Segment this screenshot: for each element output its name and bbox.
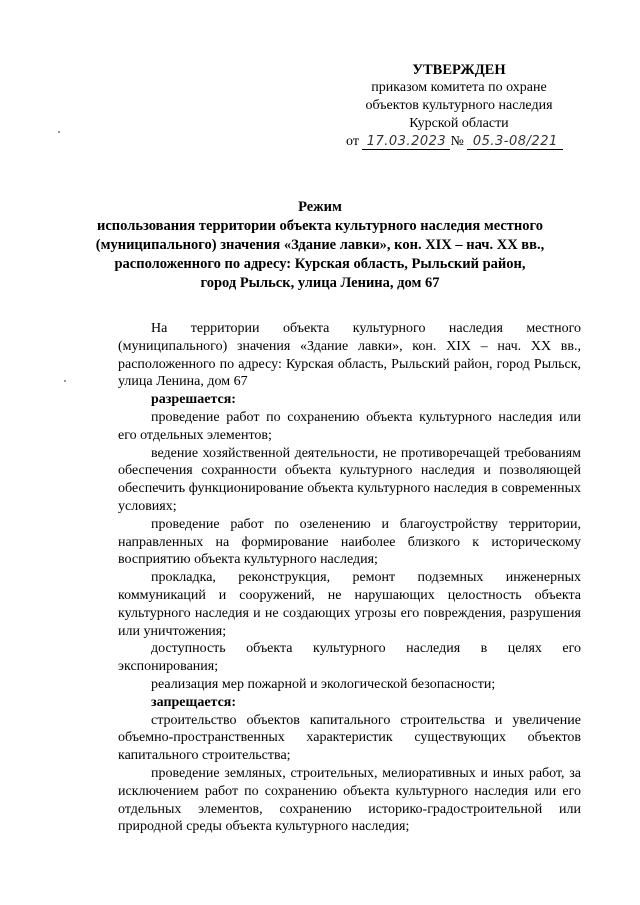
document-body bbox=[118, 320, 581, 836]
title-line-4: расположенного по адресу: Курская область, Рыльский район, bbox=[114, 256, 526, 272]
allowed-item: проведение работ по озеленению и благоустройству территории, направленных на формирование наиболее близкого к историческому восприятию объекта культурного наследия; bbox=[118, 516, 581, 568]
number-prefix: № bbox=[450, 134, 464, 149]
approval-line-3: Курской области bbox=[409, 116, 509, 131]
prohibited-item: проведение земляных, строительных, мелиоративных и иных работ, за исключением работ по сохранению объекта культурного наследия или его отдельных элементов, сохранению историко-градостроительной или природной среды объекта культурного наследия; bbox=[118, 765, 581, 835]
allowed-item: доступность объекта культурного наследия в целях его экспонирования; bbox=[118, 641, 581, 675]
intro-paragraph: На территории объекта культурного наследия местного (муниципального) значения «Здание лавки», кон. XIX – нач. XX вв., расположенного по адресу: Курская область, Рыльский район, город Рыльск, улица Ленина, дом 67 bbox=[118, 321, 581, 390]
title-line-5: город Рыльск, улица Ленина, дом 67 bbox=[200, 275, 440, 291]
title-line-3: (муниципального) значения «Здание лавки», кон. XIX – нач. XX вв., bbox=[95, 237, 545, 253]
allowed-item: ведение хозяйственной деятельности, не противоречащей требованиям обеспечения сохранности объекта культурного наследия и позволяющей обеспечить функционирование объекта культурного наследия в современных условиях; bbox=[118, 445, 581, 514]
title-line-1: Режим bbox=[298, 199, 342, 215]
prohibited-heading: запрещается: bbox=[151, 694, 237, 710]
approval-heading: УТВЕРЖДЕН bbox=[412, 62, 506, 78]
order-date-number bbox=[346, 133, 574, 151]
scan-speck bbox=[58, 131, 60, 133]
approval-block bbox=[344, 61, 574, 151]
allowed-item: реализация мер пожарной и экологической безопасности; bbox=[151, 676, 496, 692]
allowed-item: проведение работ по сохранению объекта культурного наследия или его отдельных элементов; bbox=[118, 409, 581, 443]
date-prefix: от bbox=[346, 134, 359, 149]
allowed-item: прокладка, реконструкция, ремонт подземных инженерных коммуникаций и сооружений, не нарушающих целостность объекта культурного наследия и не создающих угрозы его повреждения, разрушения или уничтожения; bbox=[118, 570, 581, 639]
approval-line-1: приказом комитета по охране bbox=[371, 80, 547, 95]
title-line-2: использования территории объекта культурного наследия местного bbox=[96, 218, 544, 234]
approval-line-2: объектов культурного наследия bbox=[365, 98, 553, 113]
prohibited-item: строительство объектов капитального строительства и увеличение объемно-пространственных характеристик существующих объектов капитального строительства; bbox=[118, 712, 581, 764]
document-title bbox=[60, 198, 580, 293]
order-date: 17.03.2023 bbox=[362, 134, 450, 150]
allowed-heading: разрешается: bbox=[151, 392, 236, 408]
order-number: 05.3-08/221 bbox=[467, 134, 563, 150]
scan-speck bbox=[64, 380, 66, 382]
